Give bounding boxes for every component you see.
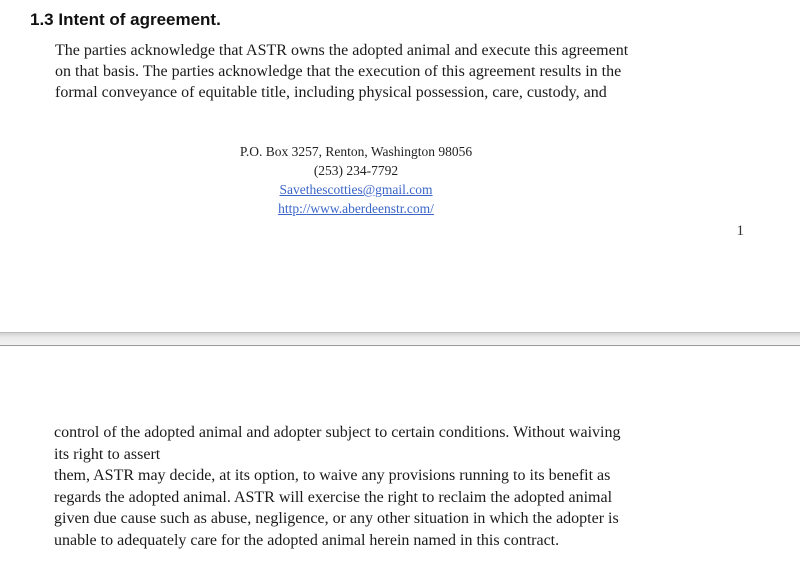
intent-paragraph-part-2 [54,422,754,552]
page-break-divider [0,332,800,346]
footer-email-link[interactable]: Savethescotties@gmail.com [279,182,433,197]
paragraph-line: The parties acknowledge that ASTR owns the adopted animal and execute this agreement [55,42,629,59]
section-heading: 1.3 Intent of agreement. [30,10,221,29]
paragraph-line: them, ASTR may decide, at its option, to waive any provisions running to its benefit as [54,467,611,485]
paragraph-line: control of the adopted animal and adopter subject to certain conditions. Without waiving [54,424,621,441]
paragraph-line: given due cause such as abuse, negligence, or any other situation in which the adopter is [54,510,619,528]
paragraph-line: regards the adopted animal. ASTR will exercise the right to reclaim the adopted animal [54,488,613,506]
page-number: 1 [736,223,744,239]
footer-website-link[interactable]: http://www.aberdeenstr.com/ [278,201,434,216]
paragraph-line: formal conveyance of equitable title, including physical possession, care, custody, and [55,84,607,101]
footer-phone: (253) 234-7792 [313,163,399,178]
paragraph-line: on that basis. The parties acknowledge that the execution of this agreement results in the [55,63,622,80]
paragraph-line: unable to adequately care for the adopted animal herein named in this contract. [54,531,560,549]
paragraph-line: its right to assert [54,445,161,463]
page-footer [196,142,516,218]
intent-paragraph-part-1 [55,40,755,103]
page-2 [0,346,800,564]
footer-address: P.O. Box 3257, Renton, Washington 98056 [239,144,473,159]
